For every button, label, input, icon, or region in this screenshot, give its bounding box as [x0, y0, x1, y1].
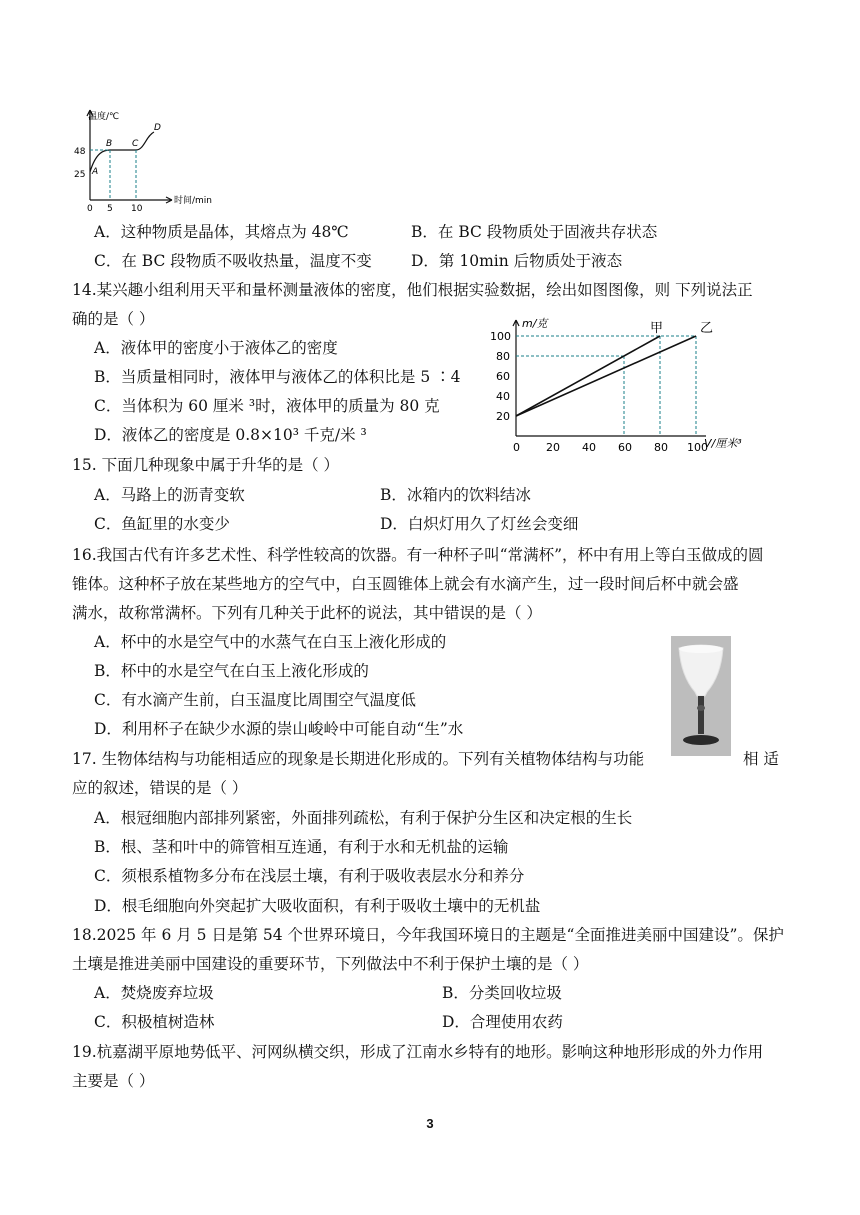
fig13-xtick-10: 10 [131, 204, 143, 214]
q17-option-d: D．根毛细胞向外突起扩大吸收面积，有利于吸收土壤中的无机盐 [94, 897, 541, 915]
q14-option-b: B．当质量相同时，液体甲与液体乙的体积比是 5 ∶4 [94, 368, 461, 386]
chart-ytick-20: 20 [496, 410, 510, 423]
q18-option-d: D．合理使用农药 [442, 1013, 563, 1031]
fig13-point-a: A [92, 167, 99, 177]
q17-option-b: B．根、茎和叶中的筛管相互连通，有利于水和无机盐的运输 [94, 838, 509, 856]
q18-stem-line2: 土壤是推进美丽中国建设的重要环节，下列做法中不利于保护土壤的是（ ） [72, 955, 589, 973]
chart-ytick-100: 100 [490, 330, 511, 343]
fig13-curve [90, 132, 154, 172]
q16-option-a: A．杯中的水是空气中的水蒸气在白玉上液化形成的 [94, 633, 447, 651]
changman-cup-photo [671, 636, 731, 756]
q16-option-c: C．有水滴产生前，白玉温度比周围空气温度低 [94, 691, 416, 709]
q14-stem-line1: 14.某兴趣小组利用天平和量杯测量液体的密度，他们根据实验数据，绘出如图图像，则 下列说法正 [72, 281, 753, 299]
q18-option-a: A．焚烧废弃垃圾 [94, 984, 214, 1002]
q13-option-c: C．在 BC 段物质不吸收热量，温度不变 [94, 252, 372, 270]
q18-option-b: B．分类回收垃圾 [442, 984, 562, 1002]
q17-stem-line2: 应的叙述，错误的是（ ） [72, 779, 248, 797]
fig13-ytick-48: 48 [74, 147, 86, 157]
q16-stem-line2: 锥体。这种杯子放在某些地方的空气中，白玉圆锥体上就会有水滴产生，过一段时间后杯中就会盛 [72, 575, 739, 593]
q16-option-d: D．利用杯子在缺少水源的崇山峻岭中可能自动“生”水 [94, 720, 464, 738]
q14-option-d: D．液体乙的密度是 0.8×10³ 千克/米 ³ [94, 426, 367, 444]
q18-stem-line1: 18.2025 年 6 月 5 日是第 54 个世界环境日，今年我国环境日的主题是“全面推进美丽中国建设”。保护 [72, 926, 784, 944]
chart-xtick-80: 80 [654, 441, 668, 454]
chart-ytick-80: 80 [496, 350, 510, 363]
q17-stem-line1: 17. 生物体结构与功能相适应的现象是长期进化形成的。下列有关植物体结构与功能 [72, 750, 645, 768]
fig13-xlabel: 时间/min [174, 196, 213, 206]
chart-series-label-0: 甲 [650, 321, 664, 336]
page-number: 3 [426, 1116, 434, 1131]
q14-option-c: C．当体积为 60 厘米 ³时，液体甲的质量为 80 克 [94, 397, 440, 415]
fig13-point-c: C [132, 139, 139, 149]
chart-series-line-0 [516, 336, 660, 416]
q13-option-a: A．这种物质是晶体，其熔点为 48℃ [94, 223, 349, 241]
q15-option-b: B．冰箱内的饮料结冰 [380, 486, 531, 504]
q16-option-b: B．杯中的水是空气在白玉上液化形成的 [94, 662, 369, 680]
q15-option-c: C．鱼缸里的水变少 [94, 515, 230, 533]
chart-xtick-100: 100 [687, 441, 708, 454]
q15-option-d: D．白炽灯用久了灯丝会变细 [380, 515, 579, 533]
cup-icon [671, 636, 731, 756]
q14-stem-line2: 确的是（ ） [72, 310, 155, 328]
fig13-xtick-0: 0 [87, 204, 93, 214]
mass-volume-chart [478, 308, 778, 458]
chart-xlabel: V/厘米³ [704, 437, 742, 450]
chart-xtick-60: 60 [618, 441, 632, 454]
q17-option-c: C．须根系植物多分布在浅层土壤，有利于吸收表层水分和养分 [94, 867, 525, 885]
q18-option-c: C．积极植树造林 [94, 1013, 215, 1031]
q19-stem-line2: 主要是（ ） [72, 1072, 155, 1090]
q14-option-a: A．液体甲的密度小于液体乙的密度 [94, 339, 338, 357]
chart-ytick-40: 40 [496, 390, 510, 403]
chart-series-label-1: 乙 [700, 321, 714, 336]
chart-ylabel: m/克 [522, 317, 548, 330]
chart-series-line-1 [516, 336, 696, 416]
fig13-xtick-5: 5 [107, 204, 113, 214]
q13-option-d: D．第 10min 后物质处于液态 [411, 252, 623, 270]
q17-stem-line1-end: 相 适 [743, 750, 779, 768]
chart-xtick-20: 20 [546, 441, 560, 454]
q16-stem-line1: 16.我国古代有许多艺术性、科学性较高的饮器。有一种杯子叫“常满杯”，杯中有用上等白玉做成的圆 [72, 546, 764, 564]
chart-xtick-40: 40 [582, 441, 596, 454]
fig13-point-d: D [154, 123, 161, 133]
q17-option-a: A．根冠细胞内部排列紧密，外面排列疏松，有利于保护分生区和决定根的生长 [94, 809, 633, 827]
temperature-time-figure [68, 102, 248, 214]
q16-stem-line3: 满水，故称常满杯。下列有几种关于此杯的说法，其中错误的是（ ） [72, 604, 542, 622]
q15-stem: 15. 下面几种现象中属于升华的是（ ） [72, 456, 340, 474]
fig13-ylabel: 温度/℃ [88, 112, 120, 122]
q15-option-a: A．马路上的沥青变软 [94, 486, 245, 504]
fig13-point-b: B [106, 139, 113, 149]
chart-xtick-0: 0 [513, 441, 520, 454]
chart-ytick-60: 60 [496, 370, 510, 383]
q13-option-b: B．在 BC 段物质处于固液共存状态 [411, 223, 658, 241]
fig13-ytick-25: 25 [74, 170, 86, 180]
q19-stem-line1: 19.杭嘉湖平原地势低平、河网纵横交织，形成了江南水乡特有的地形。影响这种地形形成的外力作用 [72, 1043, 764, 1061]
